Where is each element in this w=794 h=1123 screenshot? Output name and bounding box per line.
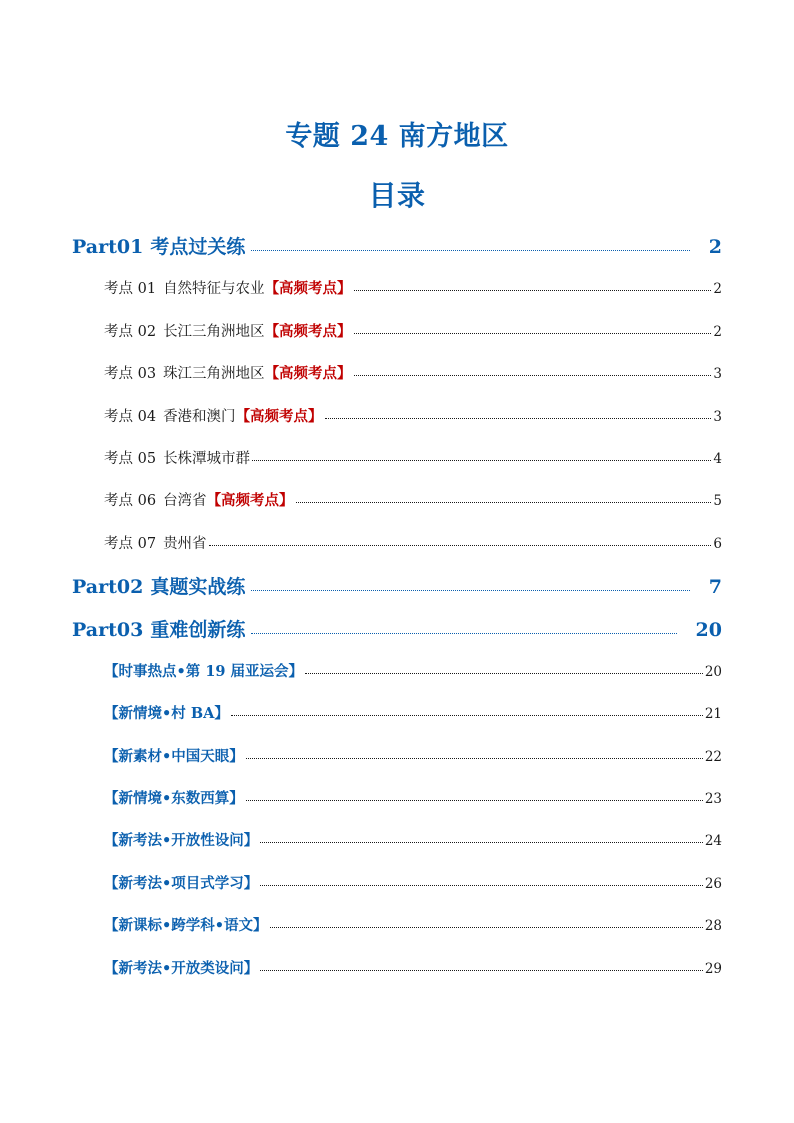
toc-item-kaodian-03[interactable] <box>104 362 722 383</box>
item-number: 考点 07 <box>104 536 157 552</box>
item-number: 考点 06 <box>104 493 157 509</box>
page-number: 3 <box>713 366 722 382</box>
item-label: 【新考法•开放性设问】 <box>104 832 259 849</box>
page-number: 5 <box>713 493 722 509</box>
page-number: 23 <box>704 791 722 807</box>
toc-item-innovation-02[interactable] <box>104 702 722 723</box>
item-label: 【新情境•村 BA】 <box>104 705 229 722</box>
page-number: 7 <box>708 576 722 598</box>
item-label: 【新课标•跨学科•语文】 <box>104 917 268 934</box>
toc-item-innovation-06[interactable] <box>104 872 722 893</box>
dot-leader <box>260 842 703 843</box>
item-number: 考点 04 <box>104 409 157 425</box>
frequency-tag: 【高频考点】 <box>264 323 352 340</box>
item-label: 香港和澳门 <box>163 409 236 425</box>
page-number: 28 <box>704 918 722 934</box>
dot-leader <box>260 885 703 886</box>
dot-leader <box>296 502 712 503</box>
frequency-tag: 【高频考点】 <box>206 492 294 509</box>
part-label: 重难创新练 <box>150 619 246 641</box>
part-number: Part03 <box>72 619 144 641</box>
dot-leader <box>246 800 703 801</box>
page-number: 2 <box>713 281 722 297</box>
item-number: 考点 01 <box>104 281 157 297</box>
item-label: 长江三角洲地区 <box>163 324 265 340</box>
page-number: 20 <box>704 664 722 680</box>
item-label: 【新情境•东数西算】 <box>104 790 244 807</box>
dot-leader <box>246 758 703 759</box>
page-title: 专题 24 南方地区 <box>285 121 509 152</box>
item-label: 贵州省 <box>163 536 207 552</box>
page-number: 2 <box>708 236 722 258</box>
dot-leader <box>260 970 703 971</box>
toc-title: 目录 <box>368 179 426 212</box>
page-number: 29 <box>704 961 722 977</box>
item-label: 长株潭城市群 <box>163 451 251 467</box>
page-number: 20 <box>695 619 722 641</box>
toc-item-innovation-08[interactable] <box>104 957 722 978</box>
frequency-tag: 【高频考点】 <box>264 280 352 297</box>
dot-leader <box>270 927 703 928</box>
item-number: 考点 05 <box>104 451 157 467</box>
toc-item-kaodian-06[interactable] <box>104 489 722 510</box>
item-label: 台湾省 <box>163 493 207 509</box>
toc-item-kaodian-01[interactable] <box>104 277 722 298</box>
toc-part-02[interactable] <box>72 572 722 599</box>
toc-item-innovation-05[interactable] <box>104 829 722 850</box>
item-label: 珠江三角洲地区 <box>163 366 265 382</box>
toc-item-kaodian-07[interactable] <box>104 532 722 553</box>
item-label: 自然特征与农业 <box>163 281 265 297</box>
page-number: 3 <box>713 409 722 425</box>
toc-item-innovation-04[interactable] <box>104 787 722 808</box>
dot-leader <box>354 375 712 376</box>
dot-leader <box>209 545 712 546</box>
dot-leader <box>251 250 689 251</box>
item-number: 考点 03 <box>104 366 157 382</box>
item-label: 【新考法•项目式学习】 <box>104 875 259 892</box>
part-label: 考点过关练 <box>150 236 246 258</box>
item-label: 【时事热点•第 19 届亚运会】 <box>104 663 304 680</box>
page-number: 26 <box>704 876 722 892</box>
dot-leader <box>325 418 712 419</box>
dot-leader <box>354 290 712 291</box>
page-number: 22 <box>704 749 722 765</box>
dot-leader <box>251 633 676 634</box>
dot-leader <box>231 715 703 716</box>
dot-leader <box>354 333 712 334</box>
page-number: 4 <box>713 451 722 467</box>
part-number: Part01 <box>72 236 144 258</box>
dot-leader <box>252 460 711 461</box>
toc-part-03[interactable] <box>72 615 722 642</box>
toc-item-innovation-07[interactable] <box>104 914 722 935</box>
toc-item-innovation-03[interactable] <box>104 745 722 766</box>
page-number: 2 <box>713 324 722 340</box>
page-number: 24 <box>704 833 722 849</box>
page-number: 6 <box>713 536 722 552</box>
toc-item-kaodian-02[interactable] <box>104 320 722 341</box>
frequency-tag: 【高频考点】 <box>264 365 352 382</box>
item-label: 【新素材•中国天眼】 <box>104 748 244 765</box>
toc-part-01[interactable] <box>72 232 722 259</box>
item-number: 考点 02 <box>104 324 157 340</box>
dot-leader <box>251 590 689 591</box>
toc-item-kaodian-05[interactable] <box>104 447 722 468</box>
dot-leader <box>305 673 703 674</box>
part-label: 真题实战练 <box>150 576 246 598</box>
page-number: 21 <box>704 706 722 722</box>
item-label: 【新考法•开放类设问】 <box>104 960 259 977</box>
part-number: Part02 <box>72 576 144 598</box>
toc-item-kaodian-04[interactable] <box>104 405 722 426</box>
frequency-tag: 【高频考点】 <box>235 408 323 425</box>
toc-item-innovation-01[interactable] <box>104 660 722 681</box>
